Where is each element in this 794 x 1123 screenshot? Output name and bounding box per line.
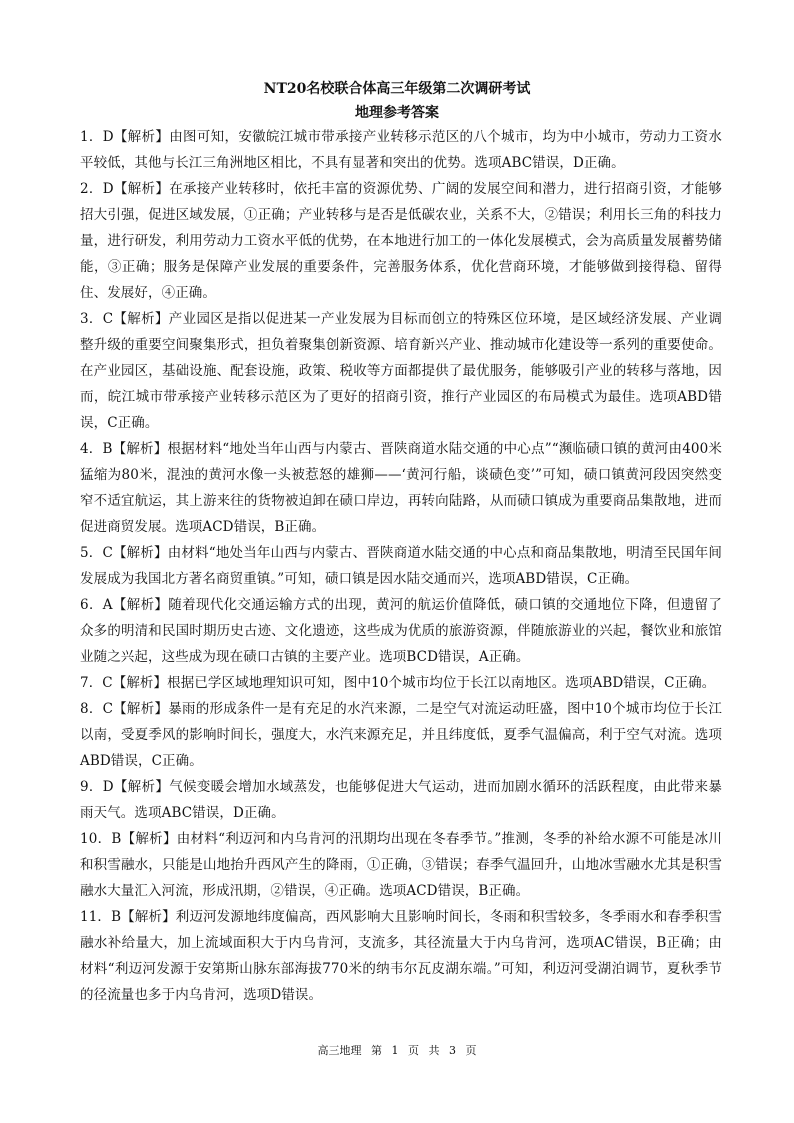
answer-item-9: 9．D【解析】气候变暖会增加水域蒸发，也能够促进大气运动，进而加剧水循环的活跃程度，由此带来暴雨天气。选项ABC错误，D正确。 (80, 779, 722, 821)
answer-item-1: 1．D【解析】由图可知，安徽皖江城市带承接产业转移示范区的八个城市，均为中小城市，劳动力工资水平较低，其他与长江三角洲地区相比，不具有显著和突出的优势。选项ABC错误，D正确。 (80, 129, 722, 171)
answer-item-11: 11．B【解析】利迈河发源地纬度偏高，西风影响大且影响时间长，冬雨和积雪较多，冬季雨水和春季积雪融水补给量大，加上流域面积大于内乌肯河，支流多，其径流量大于内乌肯河，选项AC错误，B正确；由材料“利迈河发源于安第斯山脉东部海拔770米的纳韦尔瓦皮湖东端。”可知，利迈河受湖泊调节，夏秋季节的径流量也多于内乌肯河，选项D错误。 (80, 909, 722, 1003)
answer-item-8: 8．C【解析】暴雨的形成条件一是有充足的水汽来源，二是空气对流运动旺盛，图中10个城市均位于长江以南，受夏季风的影响时间长，强度大，水汽来源充足，并且纬度低，夏季气温偏高，利于空气对流。选项ABD错误，C正确。 (80, 701, 722, 769)
answer-item-7: 7．C【解析】根据已学区域地理知识可知，图中10个城市均位于长江以南地区。选项ABD错误，C正确。 (80, 675, 716, 691)
answer-item-5: 5．C【解析】由材料“地处当年山西与内蒙古、晋陕商道水陆交通的中心点和商品集散地，明清至民国年间发展成为我国北方著名商贸重镇。”可知，碛口镇是因水陆交通而兴，选项ABD错误，C正确。 (80, 545, 722, 587)
answer-item-2: 2．D【解析】在承接产业转移时，依托丰富的资源优势、广阔的发展空间和潜力，进行招商引资，才能够招大引强，促进区域发展，①正确；产业转移与是否是低碳农业，关系不大，②错误；利用长三角的科技力量，进行研发，利用劳动力工资水平低的优势，在本地进行加工的一体化发展模式，会为高质量发展蓄势储能，③正确；服务是保障产业发展的重要条件，完善服务体系，优化营商环境，才能够做到接得稳、留得住、发展好，④正确。 (80, 181, 722, 301)
answer-item-3: 3．C【解析】产业园区是指以促进某一产业发展为目标而创立的特殊区位环境，是区域经济发展、产业调整升级的重要空间聚集形式，担负着聚集创新资源、培育新兴产业、推动城市化建设等一系列的重要使命。在产业园区，基础设施、配套设施，政策、税收等方面都提供了最优服务，能够吸引产业的转移与落地，因而，皖江城市带承接产业转移示范区为了更好的招商引资，推行产业园区的布局模式为最佳。选项ABD错误，C正确。 (80, 311, 722, 431)
answer-item-4: 4．B【解析】根据材料“地处当年山西与内蒙古、晋陕商道水陆交通的中心点”“濒临碛口镇的黄河由400米猛缩为80米，混浊的黄河水像一头被惹怒的雄狮——‘黄河行船，谈碛色变’”可知，碛口镇黄河段因突然变窄不适宜航运，其上游来往的货物被迫卸在碛口岸边，再转向陆路，从而碛口镇成为重要商品集散地，进而促进商贸发展。选项ACD错误，B正确。 (80, 441, 722, 535)
answer-list (80, 124, 722, 1008)
page-footer: 高三地理 第 1 页 共 3 页 (317, 1044, 477, 1057)
answer-item-6: 6．A【解析】随着现代化交通运输方式的出现，黄河的航运价值降低，碛口镇的交通地位下降，但遗留了众多的明清和民国时期历史古迹、文化遗迹，这些成为优质的旅游资源，伴随旅游业的兴起，餐饮业和旅馆业随之兴起，这些成为现在碛口古镇的主要产业。选项BCD错误，A正确。 (80, 597, 722, 665)
answer-item-10: 10．B【解析】由材料“利迈河和内乌肯河的汛期均出现在冬春季节。”推测，冬季的补给水源不可能是冰川和积雪融水，只能是山地抬升西风产生的降雨，①正确，③错误；春季气温回升，山地冰雪融水尤其是积雪融水大量汇入河流，形成汛期，②错误，④正确。选项ACD错误，B正确。 (80, 831, 722, 899)
answer-key-title: 地理参考答案 (355, 105, 439, 121)
exam-title: NT20名校联合体高三年级第二次调研考试 (263, 81, 531, 97)
